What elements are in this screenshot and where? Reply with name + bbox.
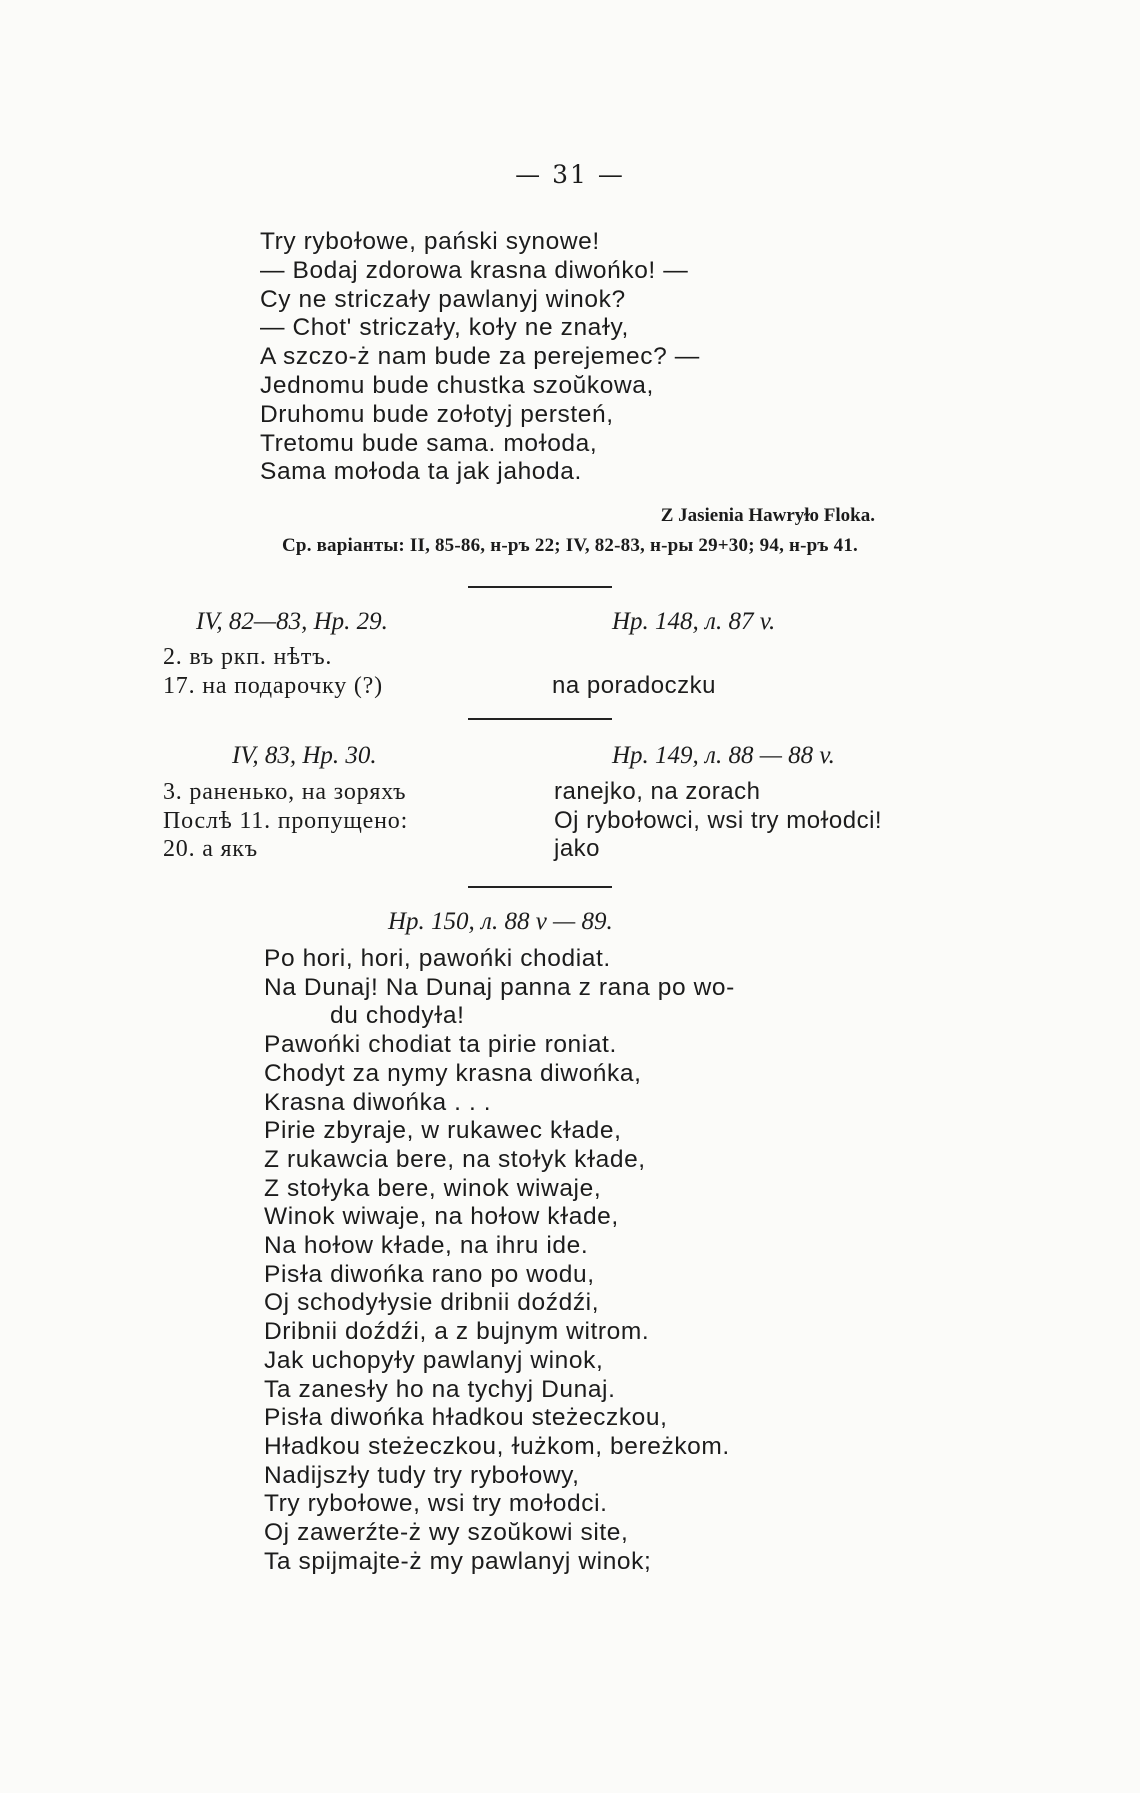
poem-line: Oj zawerźte-ż wy szoŭkowi site, bbox=[264, 1519, 629, 1547]
poem-line: Ta zanesɫy ho na tychyj Dunaj. bbox=[264, 1375, 616, 1403]
page-number: — 31 — bbox=[515, 160, 625, 189]
section2-left-heading: IV, 83, Hp. 30. bbox=[232, 742, 377, 769]
poem-line: Nadijszɫy tudy try ryboɫowy, bbox=[264, 1461, 580, 1489]
note-line: 20. а якъ bbox=[163, 836, 258, 862]
note-line: jako bbox=[554, 835, 601, 862]
divider bbox=[468, 586, 612, 588]
poem-line: Na Dunaj! Na Dunaj panna z rana po wo- bbox=[264, 973, 735, 1001]
stanza-line: A szczo-ż nam bude za perejemec? — bbox=[260, 343, 700, 371]
poem-line: Pirie zbyraje, w rukawec kɫade, bbox=[264, 1117, 622, 1145]
section3-heading: Hp. 150, л. 88 v — 89. bbox=[388, 908, 613, 935]
poem-line: Try ryboɫowe, wsi try moɫodci. bbox=[264, 1490, 608, 1518]
divider bbox=[468, 886, 612, 888]
poem-line: Ta spijmajte-ż my pawlanyj winok; bbox=[264, 1547, 652, 1575]
stanza-line: — Bodaj zdorowa krasna diwońko! — bbox=[260, 256, 689, 284]
section2-left-notes bbox=[163, 778, 408, 864]
poem-line: Hɫadkou steżeczkou, ɫużkom, bereżkom. bbox=[264, 1432, 730, 1460]
note-line: 3. раненько, на зоряхъ bbox=[163, 779, 407, 805]
opening-stanza bbox=[260, 228, 820, 487]
divider bbox=[468, 718, 612, 720]
stanza-line: Druhomu bude zoɫotyj persteń, bbox=[260, 400, 614, 428]
poem-line: Pisɫa diwońka rano po wodu, bbox=[264, 1260, 595, 1288]
poem-line: Z stoɫyka bere, winok wiwaje, bbox=[264, 1174, 602, 1202]
note-line: Послѣ 11. пропущено: bbox=[163, 807, 409, 834]
section1-right-heading: Hp. 148, л. 87 v. bbox=[612, 608, 776, 635]
note-line: 17. на подарочку (?) bbox=[163, 672, 383, 699]
note-line: na poradoczku bbox=[552, 671, 716, 699]
section2-right-notes bbox=[554, 778, 882, 864]
poem-line: Oj schodyɫysie dribnii doźdźi, bbox=[264, 1289, 600, 1317]
poem-line: Na hoɫow kɫade, na ihru ide. bbox=[264, 1232, 589, 1260]
note-line: Oj ryboɫowci, wsi try moɫodci! bbox=[554, 806, 883, 834]
stanza-line: Sama moɫoda ta jak jahoda. bbox=[260, 458, 582, 486]
section1-left-heading: IV, 82—83, Hp. 29. bbox=[196, 608, 388, 635]
poem-line: Chodyt za nymy krasna diwońka, bbox=[264, 1059, 642, 1087]
poem-line: Pisɫa diwońka hɫadkou steżeczkou, bbox=[264, 1404, 668, 1432]
poem-line: du chodyɫa! bbox=[330, 1002, 465, 1030]
poem-line: Krasna diwońka . . . bbox=[264, 1088, 492, 1116]
poem-line: Po hori, hori, pawońki chodiat. bbox=[264, 945, 611, 972]
poem-line: Winok wiwaje, na hoɫow kɫade, bbox=[264, 1203, 619, 1231]
stanza-line: — Chot' striczaɫy, koɫy ne znaɫy, bbox=[260, 314, 629, 342]
poem-line: Z rukawcia bere, na stoɫyk kɫade, bbox=[264, 1145, 646, 1173]
variants-note: Ср. варiанты: II, 85-86, н-ръ 22; IV, 82-83, н-ры 29+30; 94, н-ръ 41. bbox=[282, 535, 858, 556]
section1-right-notes bbox=[552, 643, 716, 700]
stanza-line: Jednomu bude chustka szoŭkowa, bbox=[260, 371, 654, 399]
stanza-line: Cy ne striczaɫy pawlanyj winok? bbox=[260, 285, 626, 313]
note-line: ranejko, na zorach bbox=[554, 778, 761, 805]
poem bbox=[264, 945, 884, 1576]
poem-line: Jak uchopyɫy pawlanyj winok, bbox=[264, 1346, 604, 1374]
note-line bbox=[552, 643, 716, 672]
section1-left-notes bbox=[163, 643, 383, 700]
poem-line: Pawońki chodiat ta pirie roniat. bbox=[264, 1031, 617, 1059]
stanza-line: Tretomu bude sama. moɫoda, bbox=[260, 429, 598, 457]
stanza-line: Try ryboɫowe, pański synowe! bbox=[260, 228, 600, 255]
section2-right-heading: Hp. 149, л. 88 — 88 v. bbox=[612, 742, 835, 769]
note-line: 2. въ ркп. нѣтъ. bbox=[163, 644, 333, 670]
source-attribution: Z Jasienia Hawryɫo Floka. bbox=[660, 505, 875, 526]
poem-line: Dribnii doźdźi, a z bujnym witrom. bbox=[264, 1318, 650, 1346]
